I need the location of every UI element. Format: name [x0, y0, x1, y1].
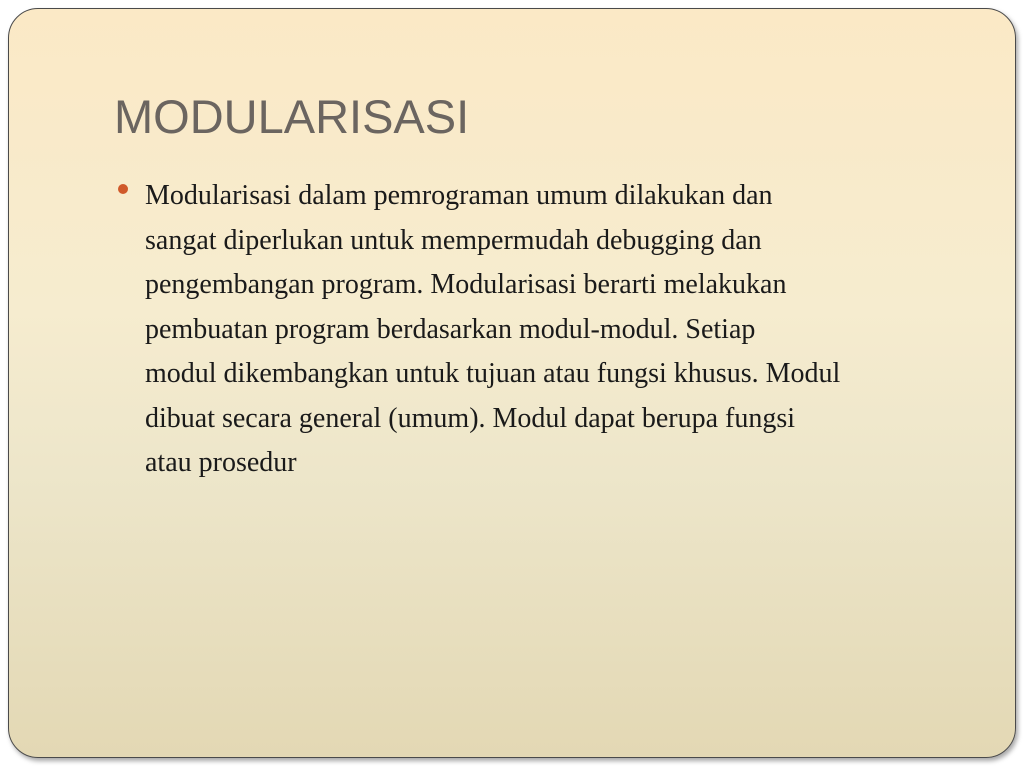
bullet-item [117, 174, 967, 486]
slide [8, 8, 1016, 758]
slide-title: MODULARISASI [114, 90, 470, 143]
bullet-text: Modularisasi dalam pemrograman umum dilakukan dan sangat diperlukan untuk mempermudah debugging dan pengembangan program. Modularisasi berarti melakukan pembuatan program berdasarkan modul-modul. Setiap modul dikembangkan untuk tujuan atau fungsi khusus. Modul dibuat secara general (umum). Modul dapat berupa fungsi atau prosedur [145, 180, 841, 478]
bullet-dot-icon [118, 184, 128, 194]
bullet-list [117, 174, 967, 486]
